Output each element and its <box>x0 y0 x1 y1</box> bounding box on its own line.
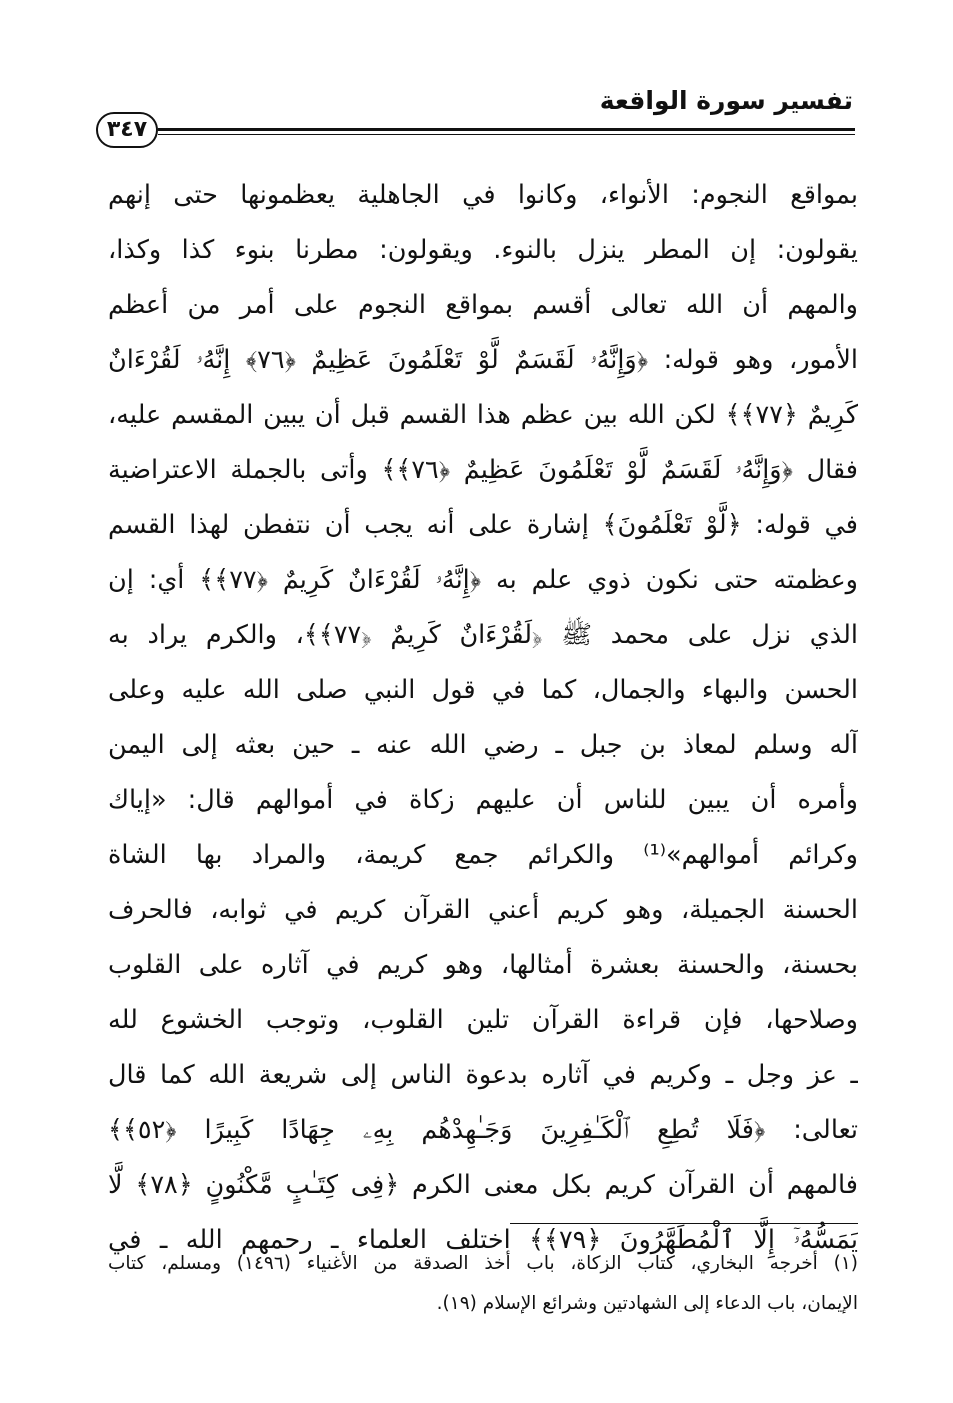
text-line: يقولون: إن المطر ينزل بالنوء. ويقولون: مطرنا بنوء كذا وكذا، <box>108 235 858 265</box>
text-line: يَمَسُّهُۥٓ إِلَّا ٱلْمُطَهَّرُونَ ﴿٧٩﴾﴾ اختلف العلماء ـ رحمهم الله ـ في <box>108 1225 858 1255</box>
footnote-rule <box>510 1223 858 1224</box>
text-line: فقال ﴿وَإِنَّهُۥ لَقَسَمٌ لَّوْ تَعْلَمُونَ عَظِيمٌ ﴿٧٦﴾﴾ وأتى بالجملة الاعتراضية <box>108 455 858 485</box>
text-line: كَرِيمٌ ﴿٧٧﴾﴾ لكن الله بين عظم هذا القسم قبل أن يبين المقسم عليه، <box>108 400 858 430</box>
running-title: تفسير سورة الواقعة <box>599 86 853 115</box>
footnote-line: (١) أخرجه البخاري، كتاب الزكاة، باب أخذ الصدقة من الأغنياء (١٤٩٦) ومسلم، كتاب <box>108 1253 858 1274</box>
text-line: تعالى: ﴿فَلَا تُطِعِ ٱلْكَـٰفِرِينَ وَجَـٰهِدْهُم بِهِۦ جِهَادًا كَبِيرًا ﴿٥٢﴾﴾ <box>108 1115 858 1145</box>
text-line: وعظمته حتى نكون ذوي علم به ﴿إِنَّهُۥ لَقُرْءَانٌ كَرِيمٌ ﴿٧٧﴾﴾ أي: إن <box>108 565 858 595</box>
footnote-line: الإيمان، باب الدعاء إلى الشهادتين وشرائع الإسلام (١٩). <box>436 1293 858 1314</box>
text-line: والمهم أن الله تعالى أقسم بمواقع النجوم على أمر من أعظم <box>108 290 858 320</box>
text-line: وكرائم أموالهم»⁽¹⁾ والكرائم جمع كريمة، والمراد بها الشاة <box>108 840 858 870</box>
page-number: ٣٤٧ <box>96 112 158 148</box>
text-line: بحسنة، والحسنة بعشرة أمثالها، وهو كريم في آثاره على القلوب <box>108 950 858 980</box>
footnotes <box>108 1244 858 1324</box>
text-line: الذي نزل على محمد ﷺ ﴿لَقُرْءَانٌ كَرِيمٌ ﴿٧٧﴾﴾، والكرم يراد به <box>108 620 858 650</box>
text-line: الحسن والبهاء والجمال، كما في قول النبي صلى الله عليه وعلى <box>108 675 858 705</box>
text-line: بمواقع النجوم: الأنواء، وكانوا في الجاهلية يعظمونها حتى إنهم <box>108 180 858 210</box>
text-line: فالمهم أن القرآن كريم بكل معنى الكرم ﴿فِى كِتَـٰبٍ مَّكْنُونٍ ﴿٧٨﴾ لَّا <box>108 1170 858 1200</box>
body-text <box>108 168 858 1268</box>
text-line: الأمور، وهو قوله: ﴿وَإِنَّهُۥ لَقَسَمٌ لَّوْ تَعْلَمُونَ عَظِيمٌ ﴿٧٦﴾ إِنَّهُۥ لَقُرْءَانٌ <box>108 345 858 375</box>
text-line: الحسنة الجميلة، وهو كريم أعني القرآن كريم في ثوابه، فالحرف <box>108 895 858 925</box>
header-rule <box>158 128 855 131</box>
header-rule-thin <box>158 134 855 135</box>
text-line: ـ عز وجل ـ وكريم في آثاره بدعوة الناس إلى شريعة الله كما قال <box>108 1060 858 1090</box>
text-line: وصلاحها، فإن قراءة القرآن تلين القلوب، وتوجب الخشوع لله <box>108 1005 858 1035</box>
text-line: آله وسلم لمعاذ بن جبل ـ رضي الله عنه ـ حين بعثه إلى اليمن <box>108 730 858 760</box>
text-line: في قوله: ﴿لَّوْ تَعْلَمُونَ﴾ إشارة على أنه يجب أن نتفطن لهذا القسم <box>108 510 858 540</box>
text-line: وأمره أن يبين للناس أن عليهم زكاة في أموالهم قال: «إياك <box>108 785 858 815</box>
